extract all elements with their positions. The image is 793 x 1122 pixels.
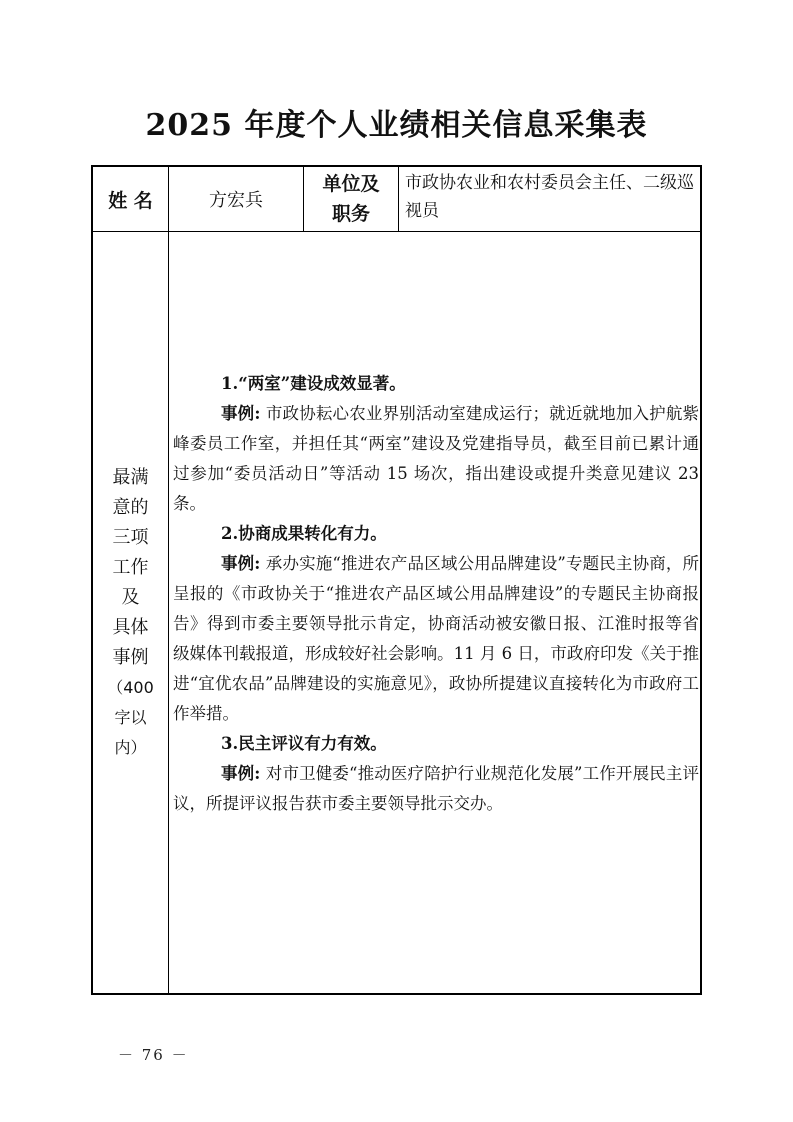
example-text: 承办实施“推进农产品区域公用品牌建设”专题民主协商，所呈报的《市政协关于“推进农产品区域公用品牌建设”的专题民主协商报告》得到市委主要领导批示肯定，协商活动被安徽日报、江淮时报等省级媒体刊载报道，形成较好社会影响。11 月 6 日，市政府印发《关于推进“宜优农品”品牌建设的实施意见》，政协所提建议直接转化为市政府工作举措。 bbox=[173, 554, 700, 723]
unit-value: 市政协农业和农村委员会主任、二级巡视员 bbox=[405, 173, 694, 221]
info-form-table bbox=[91, 165, 702, 995]
side-label-note: （400 bbox=[107, 677, 154, 697]
example-label: 事例: bbox=[221, 764, 261, 783]
unit-label bbox=[304, 167, 398, 231]
unit-label-line2: 职务 bbox=[331, 203, 370, 225]
unit-label-line1: 单位及 bbox=[322, 173, 380, 195]
achievement-heading: 2.协商成果转化有力。 bbox=[221, 524, 387, 543]
example-label: 事例: bbox=[221, 554, 261, 573]
achievement-heading: 3.民主评议有力有效。 bbox=[221, 734, 387, 753]
example-text: 市政协耘心农业界别活动室建成运行；就近就地加入护航紫峰委员工作室，并担任其“两室”建设及党建指导员，截至目前已累计通过参加“委员活动日”等活动 15 场次，指出建设或提升类意见建议 23 条。 bbox=[173, 404, 700, 513]
achievement-example bbox=[173, 549, 699, 729]
page-number: － 76 － bbox=[118, 1046, 189, 1064]
name-value: 方宏兵 bbox=[209, 190, 263, 211]
side-label-line: 工作 bbox=[112, 556, 149, 578]
side-label-note: 字以 bbox=[114, 707, 147, 727]
side-label-line: 意的 bbox=[112, 496, 149, 518]
side-label-line: 及 bbox=[121, 586, 140, 608]
achievements-label bbox=[93, 232, 168, 993]
form-title: 2025 年度个人业绩相关信息采集表 bbox=[145, 108, 648, 143]
example-label: 事例: bbox=[221, 404, 261, 423]
name-label: 姓 名 bbox=[108, 189, 153, 212]
achievement-example bbox=[173, 759, 699, 819]
achievements-content bbox=[169, 369, 699, 819]
side-label-line: 事例 bbox=[112, 646, 149, 668]
example-text: 对市卫健委“推动医疗陪护行业规范化发展”工作开展民主评议，所提评议报告获市委主要领导批示交办。 bbox=[173, 764, 700, 813]
row-divider bbox=[93, 231, 700, 232]
side-label-line: 具体 bbox=[112, 616, 149, 638]
side-label-line: 三项 bbox=[112, 526, 149, 548]
side-label-line: 最满 bbox=[112, 466, 149, 488]
achievement-heading: 1.“两室”建设成效显著。 bbox=[221, 374, 406, 393]
side-label-note: 内） bbox=[114, 737, 147, 757]
achievement-example bbox=[173, 399, 699, 519]
